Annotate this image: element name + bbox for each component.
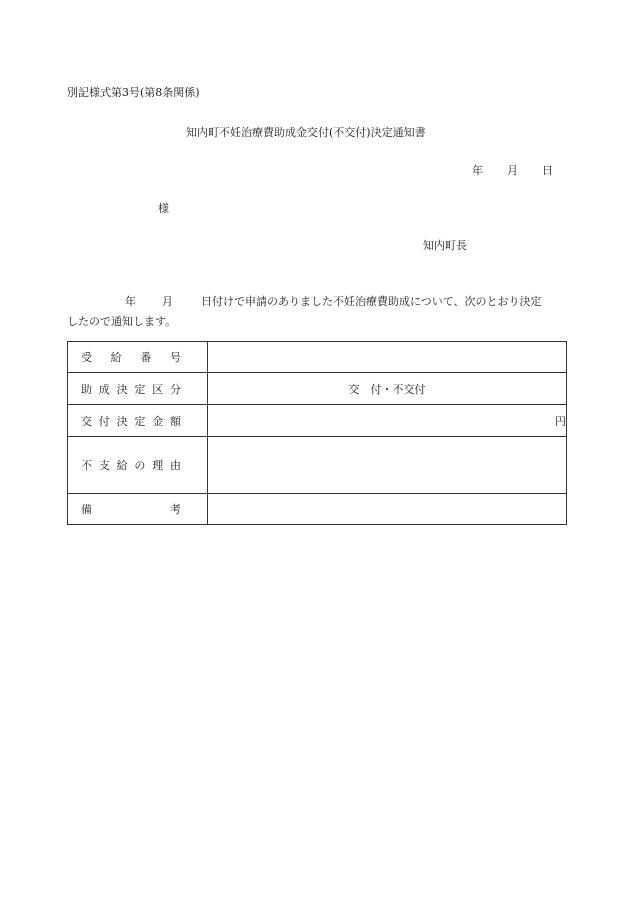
label-nonpayment-reason: [68, 437, 208, 494]
label-remarks: [68, 494, 208, 525]
label-char: 決: [116, 382, 128, 396]
body-line-2: したので通知します。: [67, 315, 177, 328]
date-day-label: 日: [542, 164, 553, 177]
value-nonpayment-reason: [208, 437, 567, 494]
table-row-recipient-number: [68, 342, 567, 373]
value-remarks: [208, 494, 567, 525]
label-char: 番: [140, 351, 152, 364]
document-title: 知内町不妊治療費助成金交付(不交付)決定通知書: [186, 126, 426, 139]
date-line: [472, 162, 553, 178]
label-char: 給: [110, 351, 122, 364]
table-row-nonpayment-reason: [68, 437, 567, 494]
body-line-1: [67, 292, 567, 312]
value-grant-amount: 円: [208, 405, 567, 437]
form-reference: 別記様式第3号(第8条関係): [67, 86, 200, 99]
label-char: 交: [81, 414, 92, 428]
label-char: 決: [116, 414, 128, 428]
label-char: 由: [169, 459, 181, 472]
body-year-label: 年: [125, 295, 136, 308]
table-row-decision-category: [68, 373, 567, 405]
label-char: 備: [81, 503, 92, 516]
label-char: 支: [98, 459, 110, 472]
label-recipient-number: [68, 342, 208, 373]
label-char: 号: [169, 351, 181, 364]
label-char: 不: [81, 459, 92, 472]
addressee-suffix: 様: [158, 202, 169, 215]
label-char: 給: [116, 459, 128, 472]
value-recipient-number: [208, 342, 567, 373]
label-char: 分: [169, 382, 181, 396]
label-char: の: [134, 459, 146, 472]
label-char: 考: [170, 503, 181, 516]
decision-table: [67, 341, 567, 525]
body-month-label: 月: [162, 295, 173, 308]
label-char: 成: [98, 382, 110, 396]
label-char: 受: [81, 351, 92, 364]
label-char: 区: [152, 382, 164, 396]
label-decision-category: [68, 373, 208, 405]
notification-body: [67, 292, 567, 332]
table-row-remarks: [68, 494, 567, 525]
label-char: 金: [152, 414, 164, 428]
table-row-grant-amount: [68, 405, 567, 437]
label-char: 付: [98, 414, 110, 428]
label-char: 額: [169, 414, 181, 428]
label-char: 定: [134, 382, 146, 396]
date-year-label: 年: [472, 164, 483, 177]
issuer-name: 知内町長: [423, 239, 467, 252]
value-decision-category: 交 付・不交付: [208, 373, 567, 405]
date-month-label: 月: [507, 164, 518, 177]
label-grant-amount: [68, 405, 208, 437]
body-line-1-text: 日付けで申請のありました不妊治療費助成について、次のとおり決定: [201, 295, 542, 308]
label-char: 理: [152, 459, 164, 472]
label-char: 定: [134, 414, 146, 428]
label-char: 助: [81, 382, 92, 396]
